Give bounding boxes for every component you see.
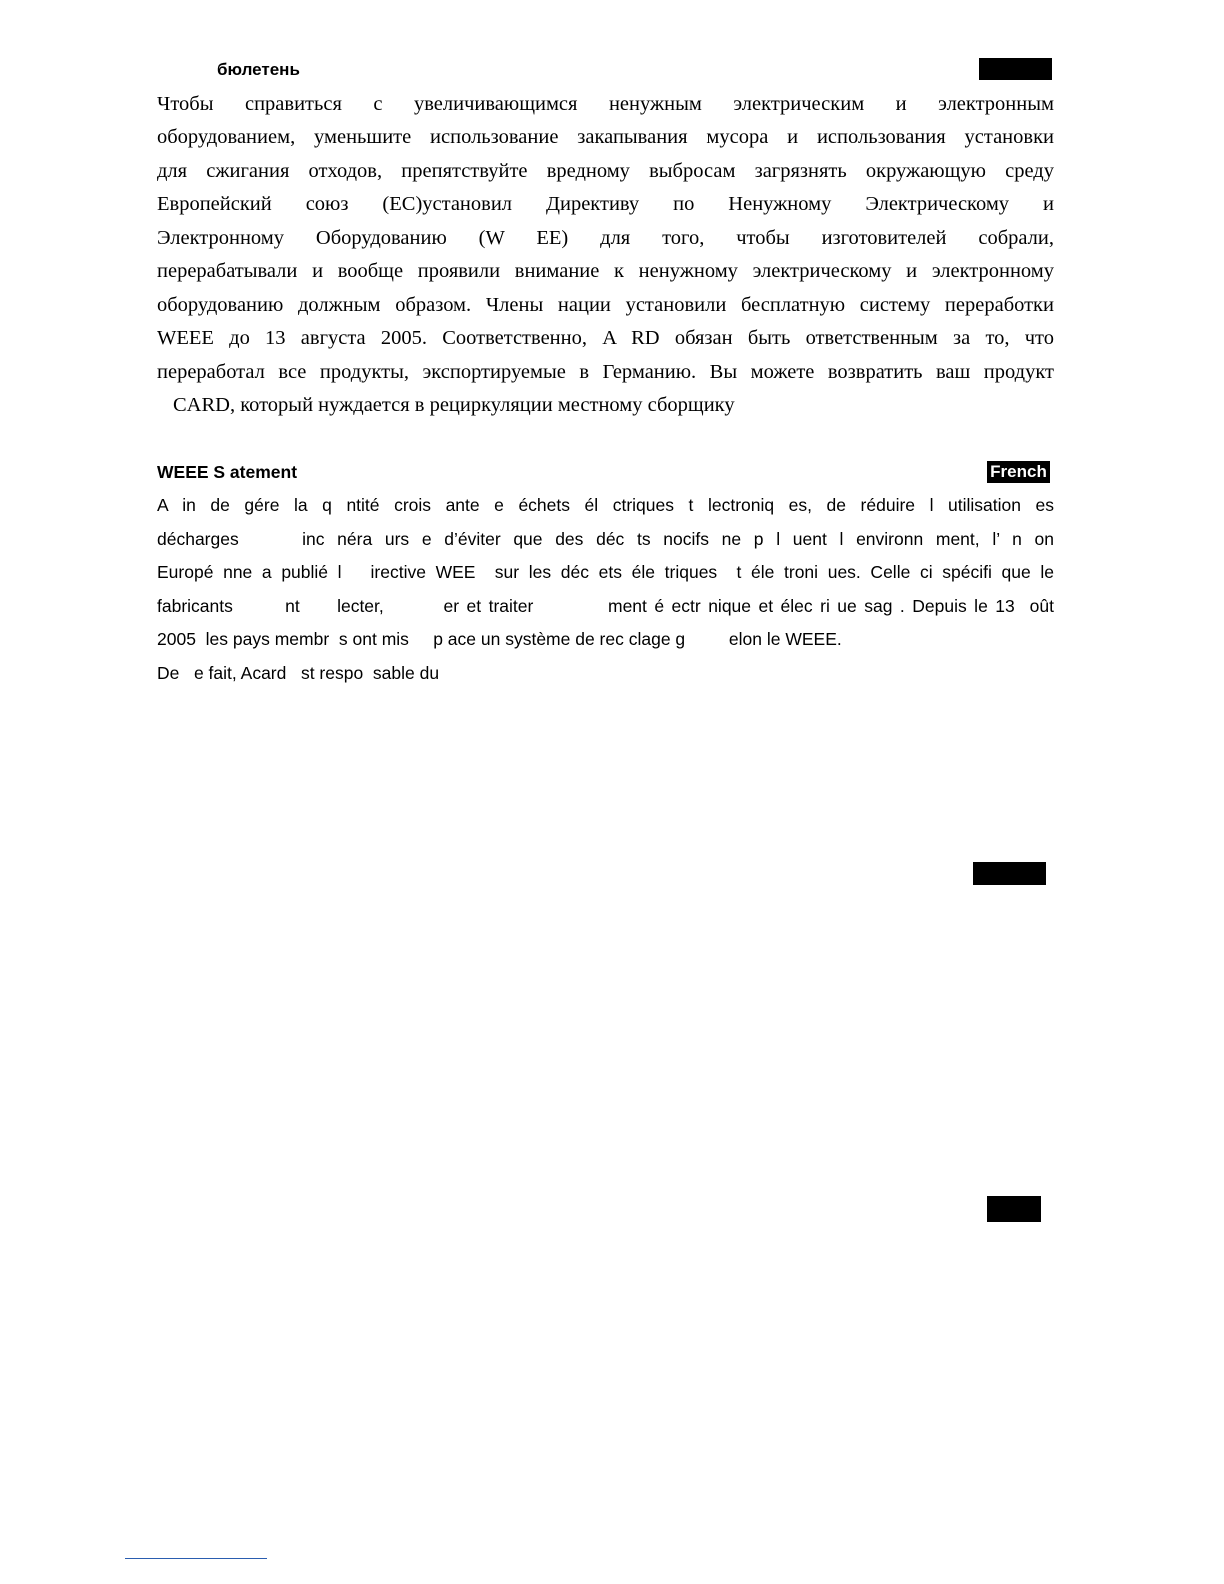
fr-paragraph-line: décharges inc néra urs e d’éviter que des déc ts nocifs ne p l uent l environn ment, l’ n on bbox=[157, 529, 1054, 549]
redaction-block-ru bbox=[979, 58, 1052, 80]
fr-section-heading: WEEE S atement bbox=[157, 462, 298, 482]
ru-paragraph-line: перерабатывали и вообще проявили внимание к ненужному электрическому и электронному bbox=[157, 260, 1054, 282]
fr-paragraph-line: Europé nne a publié l irective WEE sur les déc ets éle triques t éle troni ues. Celle ci spécifi que le bbox=[157, 562, 1054, 582]
footnote-separator bbox=[125, 1558, 267, 1559]
ru-paragraph-line: Чтобы справиться с увеличивающимся ненужным электрическим и электронным bbox=[157, 93, 1054, 115]
language-label: French bbox=[987, 461, 1050, 483]
ru-paragraph-line: Европейский союз (ЕС)установил Директиву по Ненужному Электрическому и bbox=[157, 193, 1054, 215]
ru-paragraph-line: оборудованием, уменьшите использование закапывания мусора и использования установки bbox=[157, 126, 1054, 148]
fr-paragraph-line: De e fait, Acard st respo sable du bbox=[157, 663, 440, 683]
ru-paragraph-line: CARD, который нуждается в рециркуляции местному сборщику bbox=[173, 394, 735, 416]
ru-paragraph-line: WEEE до 13 августа 2005. Соответственно, A RD обязан быть ответственным за то, что bbox=[157, 327, 1054, 349]
ru-paragraph-line: оборудованию должным образом. Члены нации установили бесплатную систему переработки bbox=[157, 294, 1054, 316]
ru-paragraph-line: переработал все продукты, экспортируемые в Германию. Вы можете возвратить ваш продукт bbox=[157, 361, 1054, 383]
redaction-block-mid bbox=[973, 862, 1046, 885]
redaction-block-low bbox=[987, 1196, 1041, 1222]
ru-paragraph-line: Электронному Оборудованию (W EE) для того, чтобы изготовителей собрали, bbox=[157, 227, 1054, 249]
ru-section-heading: бюлетень bbox=[217, 60, 300, 79]
fr-paragraph-line: 2005 les pays membr s ont mis p ace un système de rec clage g elon le WEEE. bbox=[157, 629, 842, 649]
fr-paragraph-line: fabricants nt lecter, er et traiter ment é ectr nique et élec ri ue sag . Depuis le 13 oût bbox=[157, 596, 1054, 616]
ru-paragraph-line: для сжигания отходов, препятствуйте вредному выбросам загрязнять окружающую среду bbox=[157, 160, 1054, 182]
fr-paragraph-line: A in de gére la q ntité crois ante e échets él ctriques t lectroniq es, de réduire l utilisation es bbox=[157, 495, 1054, 515]
